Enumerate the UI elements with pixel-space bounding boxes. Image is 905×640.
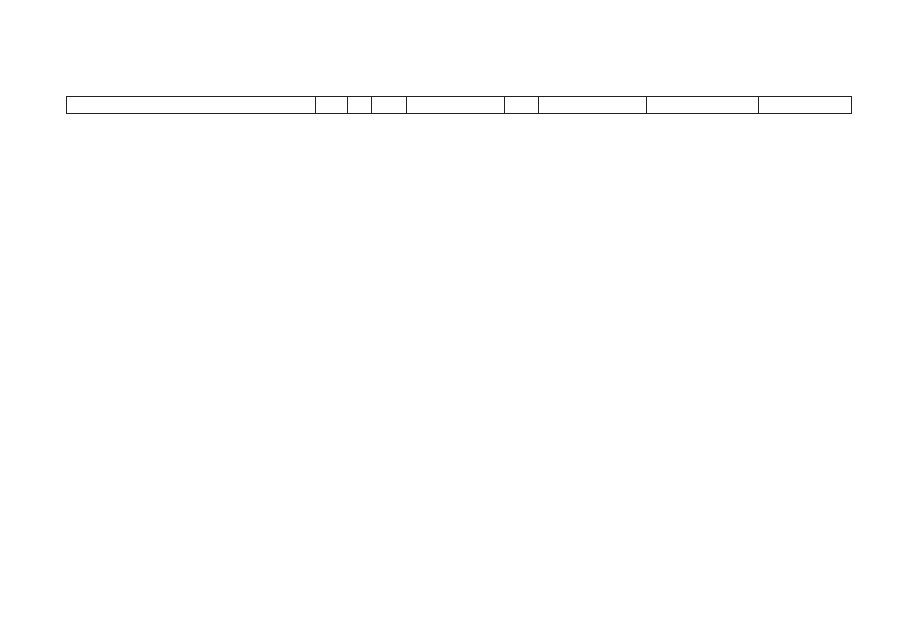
header-col-8 [646, 97, 758, 113]
header-col-2 [315, 97, 347, 113]
header-col-9 [758, 97, 851, 113]
table-header [66, 96, 852, 114]
header-col-4 [371, 97, 406, 113]
header-col-3 [347, 97, 371, 113]
header-col-5 [406, 97, 504, 113]
header-col-7 [538, 97, 646, 113]
header-col-1 [67, 97, 315, 113]
header-col-6 [504, 97, 538, 113]
